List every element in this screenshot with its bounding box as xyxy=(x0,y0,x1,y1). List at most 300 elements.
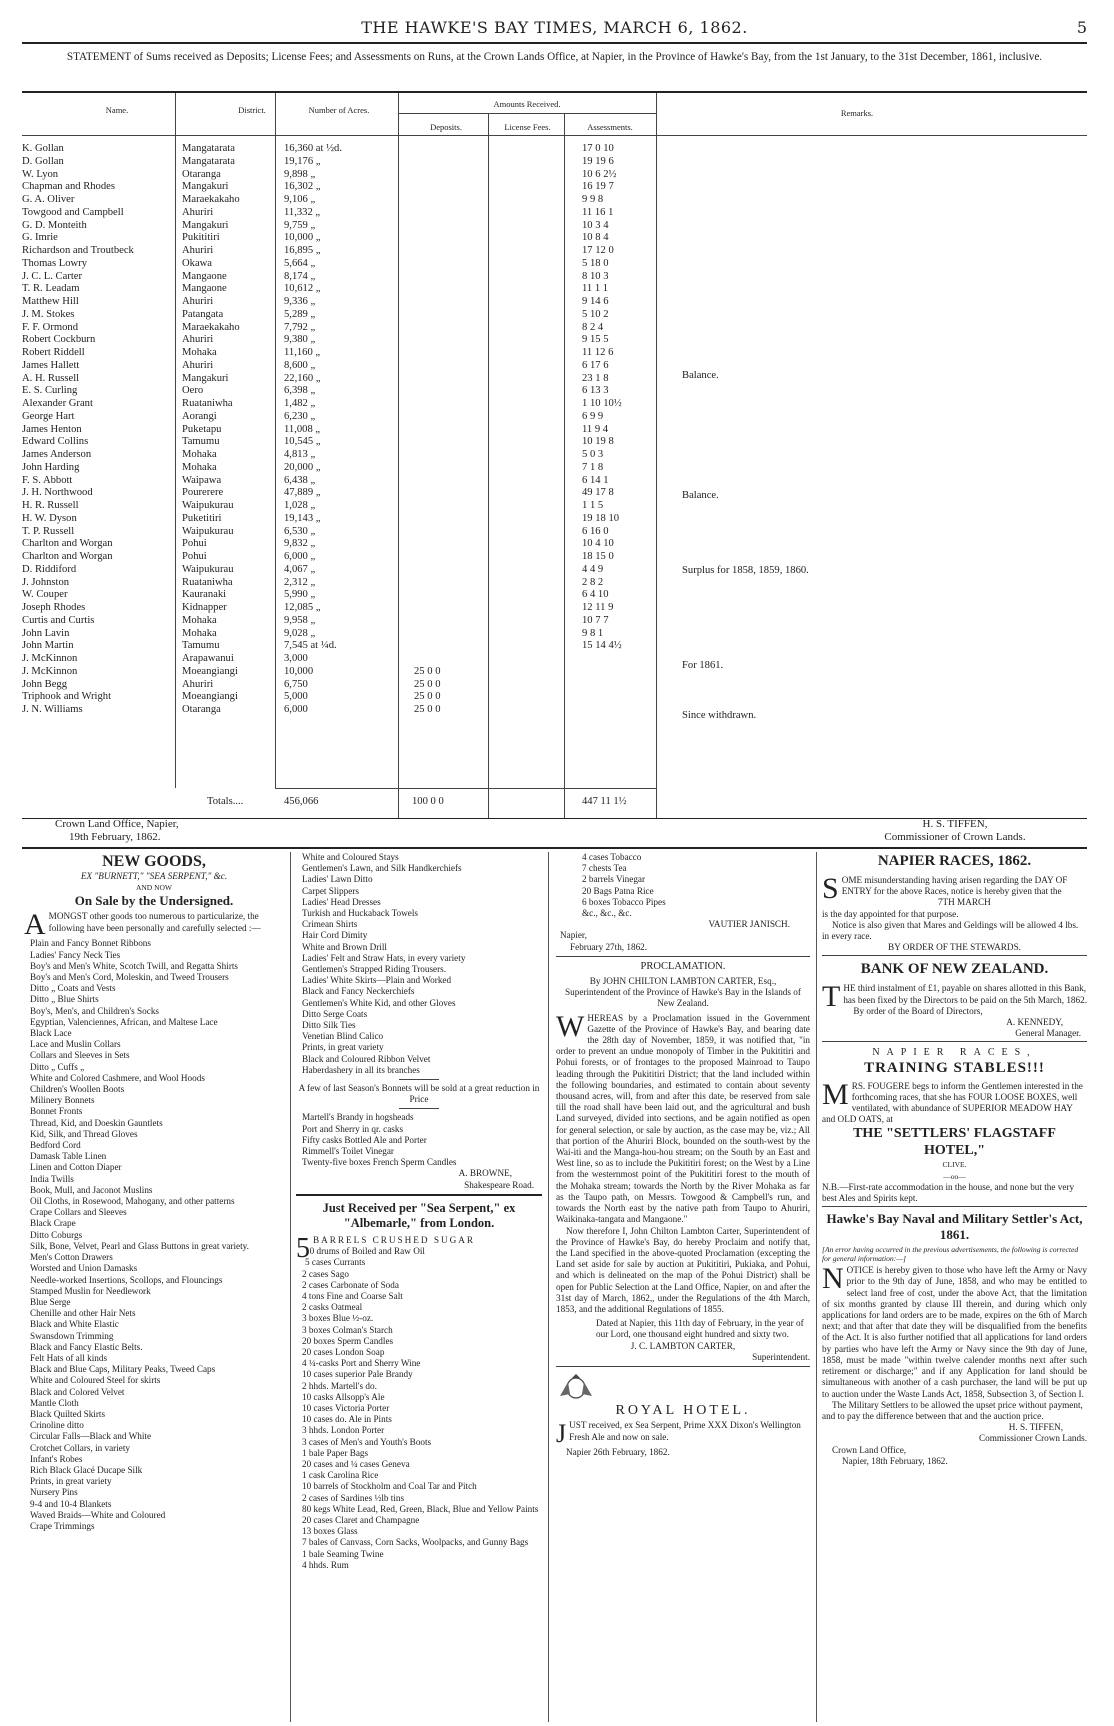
divider xyxy=(822,1206,1087,1209)
list-item: &c., &c., &c. xyxy=(582,908,632,919)
row-acres: 6,750 xyxy=(284,678,308,690)
row-district: Mohaka xyxy=(182,627,217,639)
totals-acres: 456,066 xyxy=(284,796,319,807)
divider-acres xyxy=(398,93,399,818)
list-item: 80 kegs White Lead, Red, Green, Black, Blue and Yellow Paints xyxy=(302,1503,539,1514)
list-item: White and Colored Cashmere, and Wool Hoods xyxy=(30,1072,205,1083)
list-item: Ladies' White Skirts—Plain and Worked xyxy=(302,975,452,986)
row-acres: 20,000 „ xyxy=(284,461,321,473)
row-acres: 6,000 „ xyxy=(284,551,316,562)
row-acres: 5,990 „ xyxy=(284,589,316,601)
list-item: 2 casks Oatmeal xyxy=(302,1302,363,1313)
row-name: D. Gollan xyxy=(22,155,64,167)
list-item: Boy's and Men's Cord, Moleskin, and Tweed Trousers xyxy=(30,972,229,983)
row-name: Triphook and Wright xyxy=(22,691,112,703)
list-item: Black and White Elastic xyxy=(30,1319,119,1330)
barrels-line: 5 BARRELS CRUSHED SUGAR xyxy=(296,1232,475,1264)
list-item: 20 cases and ¼ cases Geneva xyxy=(302,1458,410,1469)
list-item: 20 cases Claret and Champagne xyxy=(302,1514,420,1525)
row-name: John Martin xyxy=(22,640,74,652)
row-acres: 10,000 xyxy=(284,665,314,677)
row-district: Mangakuri xyxy=(182,372,229,384)
row-name: Charlton and Worgan xyxy=(22,538,113,550)
row-acres: 11,160 „ xyxy=(284,347,321,358)
races-text-3: Notice is also given that Mares and Geldings will be allowed 4 lbs. in every race. xyxy=(822,919,1079,942)
races-title: NAPIER RACES, 1862. xyxy=(877,853,1032,869)
list-item: Boy's, Men's, and Children's Socks xyxy=(30,1005,159,1016)
list-item: White and Coloured Steel for skirts xyxy=(30,1375,161,1386)
act-date: Napier, 18th February, 1862. xyxy=(842,1455,948,1466)
list-item: Ladies' Lawn Ditto xyxy=(302,874,373,885)
row-district: Puketapu xyxy=(182,423,222,435)
list-item: Black Quilted Skirts xyxy=(30,1408,106,1419)
statement-table xyxy=(22,91,1087,819)
list-item: 2 barrels Vinegar xyxy=(582,874,646,885)
row-district: Moeangiangi xyxy=(182,691,238,703)
list-item: India Twills xyxy=(30,1173,74,1184)
list-item: Ladies' Head Dresses xyxy=(302,896,381,907)
drop-cap: A xyxy=(24,908,46,942)
row-name: Edward Collins xyxy=(22,436,89,448)
row-assessment: 10 6 2½ xyxy=(582,168,617,180)
row-name: F. S. Abbott xyxy=(22,474,73,486)
list-item: Oil Cloths, in Rosewood, Mahogany, and other patterns xyxy=(30,1196,235,1207)
row-assessment: 2 8 2 xyxy=(582,576,604,588)
list-item: Black and Coloured Ribbon Velvet xyxy=(302,1053,431,1064)
row-acres: 6,530 „ xyxy=(284,525,316,537)
row-acres: 5,664 „ xyxy=(284,257,316,269)
row-assessment: 10 3 4 xyxy=(582,219,609,231)
col-head-deposits: Deposits. xyxy=(430,122,462,132)
totals-deposits: 100 0 0 xyxy=(412,796,444,807)
goods-list xyxy=(296,1246,542,1571)
row-name: E. S. Curling xyxy=(22,385,78,397)
row-acres: 4,813 „ xyxy=(284,449,316,460)
column-stays xyxy=(296,852,542,1722)
list-item: Rich Black Glacé Ducape Silk xyxy=(30,1464,143,1475)
row-assessment: 11 9 4 xyxy=(582,423,609,435)
list-item: Fifty casks Bottled Ale and Porter xyxy=(302,1134,427,1145)
row-district: Mohaka xyxy=(182,461,217,473)
row-name: Robert Riddell xyxy=(22,347,85,358)
row-name: H. W. Dyson xyxy=(22,512,77,524)
row-acres: 6,000 xyxy=(284,704,308,715)
divider xyxy=(556,1366,810,1367)
list-item: Nursery Pins xyxy=(30,1487,78,1498)
list-item: Martell's Brandy in hogsheads xyxy=(302,1112,414,1123)
training-text: MRS. FOUGERE begs to inform the Gentlemen interested in the forthcoming races, that she has FOUR LOOSE BOXES, well ventilated, with abundance of SUPERIOR MEADOW HAY and OLD OATS, at xyxy=(822,1077,1083,1125)
list-item: 1 bale Seaming Twine xyxy=(302,1548,384,1559)
bank-title: BANK OF NEW ZEALAND. xyxy=(860,961,1049,978)
list-item: Silk, Bone, Velvet, Pearl and Glass Buttons in great variety. xyxy=(30,1240,249,1251)
row-assessment: 11 12 6 xyxy=(582,347,614,358)
bank-sign: A. KENNEDY, xyxy=(1006,1017,1063,1028)
divider xyxy=(822,1041,1087,1044)
list-item: Boy's and Men's White, Scotch Twill, and Regatta Shirts xyxy=(30,960,239,971)
list-item: Prints, in great variety xyxy=(30,1476,112,1487)
col-head-acres: Number of Acres. xyxy=(308,105,370,115)
proclamation-dated: Dated at Napier, this 11th day of February, in the year of our Lord, one thousand eight hundred and sixty two. xyxy=(596,1318,804,1340)
row-assessment: 1 1 5 xyxy=(582,500,604,511)
goods-list xyxy=(24,938,284,1532)
row-assessment: 6 9 9 xyxy=(582,410,604,422)
bank-order: By order of the Board of Directors, xyxy=(853,1005,983,1016)
act-title: Hawke's Bay Naval and Military Settler's Act, 1861. xyxy=(826,1211,1083,1243)
list-item: Circular Falls—Black and White xyxy=(30,1431,152,1442)
row-assessment: 17 12 0 xyxy=(582,245,614,256)
ad-title: NEW GOODS, xyxy=(102,853,206,870)
row-acres: 16,302 „ xyxy=(284,181,321,193)
list-item: Egyptian, Valenciennes, African, and Maltese Lace xyxy=(30,1016,218,1027)
list-item: Blue Serge xyxy=(30,1296,71,1307)
row-acres: 9,106 „ xyxy=(284,194,316,205)
list-item: Twenty-five boxes French Sperm Candles xyxy=(302,1157,457,1168)
list-item: Damask Table Linen xyxy=(30,1151,107,1162)
list-item: 20 cases London Soap xyxy=(302,1346,385,1357)
col-head-amounts: Amounts Received. xyxy=(493,99,561,109)
row-district: Ahuriri xyxy=(182,296,214,307)
list-item: 4 ¼-casks Port and Sherry Wine xyxy=(302,1358,421,1369)
row-name: W. Lyon xyxy=(22,168,59,180)
divider xyxy=(399,1108,439,1109)
row-name: Towgood and Campbell xyxy=(22,206,124,218)
proclamation-title: PROCLAMATION. xyxy=(640,960,726,972)
list-item: 10 casks Allsopp's Ale xyxy=(302,1391,385,1402)
divider-name xyxy=(175,93,176,788)
row-name: J. McKinnon xyxy=(22,653,78,664)
row-acres: 10,612 „ xyxy=(284,283,321,295)
row-assessment: 9 9 8 xyxy=(582,194,604,205)
row-acres: 1,028 „ xyxy=(284,500,316,511)
row-name: John Begg xyxy=(22,678,68,690)
ad-and-now: AND NOW xyxy=(135,883,173,893)
totals-rule xyxy=(275,788,657,789)
row-name: Richardson and Troutbeck xyxy=(22,245,134,256)
training-title: TRAINING STABLES!!! xyxy=(864,1059,1045,1076)
list-item: Infant's Robes xyxy=(30,1453,83,1464)
row-assessment: 11 1 1 xyxy=(582,283,609,295)
ad-subtitle: EX "BURNETT," "SEA SERPENT," &c. xyxy=(80,871,228,881)
row-district: Ahuriri xyxy=(182,678,214,690)
list-item: Haberdashery in all its branches xyxy=(302,1064,420,1075)
drop-cap: M xyxy=(822,1077,849,1111)
nb-note: N.B.—First-rate accommodation in the house, and none but the very best Ales and Spirits kept. xyxy=(822,1181,1075,1204)
row-district: Pukititiri xyxy=(182,232,220,244)
row-acres: 11,008 „ xyxy=(284,423,321,435)
row-name: G. A. Oliver xyxy=(22,194,75,205)
column-rule xyxy=(816,852,817,1722)
row-district: Maraekakaho xyxy=(182,321,240,333)
hotel-text: JUST received, ex Sea Serpent, Prime XXX Dixon's Wellington Fresh Ale and now on sale. xyxy=(556,1419,801,1449)
act-note: [An error having occurred in the previous advertisements, the following is corrected for general information:—] xyxy=(822,1245,1079,1264)
napier-races-heading: NAPIER RACES, xyxy=(872,1047,1037,1059)
row-assessment: 19 19 6 xyxy=(582,155,614,167)
row-district: Ruataniwha xyxy=(182,398,233,409)
row-acres: 7,792 „ xyxy=(284,321,316,333)
row-district: Moeangiangi xyxy=(182,665,238,677)
row-assessment: 5 0 3 xyxy=(582,449,604,460)
row-assessment: 9 14 6 xyxy=(582,296,609,307)
row-district: Okawa xyxy=(182,257,213,269)
page-number: 5 xyxy=(1076,18,1087,37)
list-item: Chenille and other Hair Nets xyxy=(30,1308,136,1319)
list-item: Ditto „ Blue Shirts xyxy=(30,994,99,1005)
totals-label: Totals.... xyxy=(207,796,244,807)
row-assessment: 18 15 0 xyxy=(582,551,614,562)
divider xyxy=(556,956,810,957)
list-item: White and Coloured Stays xyxy=(302,852,399,862)
row-acres: 10,000 „ xyxy=(284,232,321,244)
act-text: NOTICE is hereby given to those who have left the Army or Navy prior to the 9th day of June, 1858, and who may be entitled to select land free of cost, under the above Act, that the limitation of six months granted by clause III therein, and during which only applications for land orders are to be made, expires on the 6th of March next; and that after that date they will be disqualified from the benefits of the Act. It is also further notified that all applications for land orders by parties who have left the Army or Navy since the 9th day of June, 1858, must be made "within twelve calender months next after such retirement or discharge;" and if any Application for land should be simultaneous with another of a cash purchaser, the land will be put up to auction under the Waste Lands Act, 1858, Subsection 3, of Section I. xyxy=(822,1262,1087,1399)
row-assessment: 10 19 8 xyxy=(582,436,614,448)
divider xyxy=(399,1079,439,1080)
row-district: Mangakuri xyxy=(182,181,229,193)
row-assessment: 1 10 10½ xyxy=(582,398,622,409)
list-item: Gentlemen's Strapped Riding Trousers. xyxy=(302,964,447,975)
list-item: Collars and Sleeves in Sets xyxy=(30,1050,130,1061)
row-deposit: 25 0 0 xyxy=(414,665,441,677)
row-name: J. C. L. Carter xyxy=(22,270,83,282)
row-acres: 3,000 xyxy=(284,653,308,664)
row-name: J. M. Stokes xyxy=(22,308,75,320)
row-name: Alexander Grant xyxy=(22,398,93,409)
list-item: Ditto Coburgs xyxy=(30,1229,83,1240)
column-rule xyxy=(290,852,291,1722)
row-district: Waipukurau xyxy=(182,500,234,511)
list-item: 10 drums of Boiled and Raw Oil xyxy=(305,1246,425,1257)
row-acres: 9,958 „ xyxy=(284,614,316,626)
list-item: Venetian Blind Calico xyxy=(302,1031,384,1042)
list-item: Bonnet Fronts xyxy=(30,1106,83,1117)
row-deposit: 25 0 0 xyxy=(414,691,441,703)
drop-cap: W xyxy=(556,1009,585,1043)
column-new-goods xyxy=(24,852,284,1722)
act-sign-title: Commissioner Crown Lands. xyxy=(979,1433,1087,1444)
list-item: 6 boxes Tobacco Pipes xyxy=(582,896,666,907)
divider-license xyxy=(564,113,565,818)
row-district: Maraekakaho xyxy=(182,194,240,205)
list-item: 4 tons Fine and Coarse Salt xyxy=(302,1290,403,1301)
list-item: Turkish and Huckaback Towels xyxy=(302,908,418,919)
list-item: Crape Collars and Sleeves xyxy=(30,1207,127,1218)
drop-cap: 5 xyxy=(296,1232,310,1264)
list-item: Mantle Cloth xyxy=(30,1397,79,1408)
ad-sale-heading: On Sale by the Undersigned. xyxy=(74,893,234,909)
spirits-list xyxy=(296,1112,542,1168)
row-assessment: 10 4 10 xyxy=(582,538,614,550)
received-heading: Just Received per "Sea Serpent," ex "Albemarle," from London. xyxy=(322,1200,516,1230)
column-proclamation xyxy=(556,852,810,1722)
divider-oo: —oo— xyxy=(943,1171,966,1181)
row-assessment: 7 1 8 xyxy=(582,461,604,473)
row-acres: 10,545 „ xyxy=(284,436,321,448)
list-item: Men's Cotton Drawers xyxy=(30,1252,113,1263)
list-item: Worsted and Union Damasks xyxy=(30,1263,138,1274)
proclamation-text: WHEREAS by a Proclamation issued in the Government Gazette of the Province of Hawke's Bay, and bearing date the 28th day of November, 1859, it was notified that, "in order to prevent an undue monopoly of Timber in the Pukititiri and Pohui forests, or of frontages to the proposed Mainroad to Taupo leading through the Pukititiri District; that the land included within the following boundaries, and estimated to contain about seventy thousand acres, will, from and after this date, be reserved from sale till the road shall have been laid out, and the agricultural and bush Land surveyed, divided into sections, and be again notified as open for general selection, or sale by auction, as the case may be, viz.; All that portion of the Ahuriri Block, bounded on the south-west by the Wai-iti and the Manga-hou-hou stream; on the South by an East and West line, so as to include the Pukititiri forest; on the West by a Line from the westernmost point of the Pukititiri forest to the mouth of the Mohaka stream; towards the North by the River Mohaka as far as the Taupo path, on Messrs. Towgood & Campbell's run, and towards the North east by the native path from Taupo to Ahuriri, Waikinaka-tangata and Mangaone." xyxy=(556,1009,810,1225)
list-item: White and Brown Drill xyxy=(302,941,387,952)
row-acres: 9,832 „ xyxy=(284,538,316,550)
row-assessment: 10 7 7 xyxy=(582,614,609,626)
row-name: J. McKinnon xyxy=(22,665,78,677)
row-district: Mohaka xyxy=(182,347,217,358)
row-district: Mangatarata xyxy=(182,143,235,154)
list-item: Carpet Slippers xyxy=(302,885,359,896)
list-item: 7 chests Tea xyxy=(582,863,627,874)
row-district: Waipawa xyxy=(182,474,222,486)
list-item: 3 hhds. London Porter xyxy=(302,1425,385,1436)
divider xyxy=(822,955,1087,958)
row-assessment: 6 13 3 xyxy=(582,385,609,397)
row-acres: 5,000 xyxy=(284,691,308,703)
list-item: 20 boxes Sperm Candles xyxy=(302,1335,394,1346)
row-name: John Harding xyxy=(22,461,80,473)
amounts-rule xyxy=(398,113,656,114)
row-district: Arapawanui xyxy=(182,653,234,664)
header-rule xyxy=(22,135,1087,136)
row-acres: 9,336 „ xyxy=(284,296,316,307)
row-name: J. H. Northwood xyxy=(22,487,93,499)
list-item: Book, Mull, and Jaconot Muslins xyxy=(30,1184,153,1195)
row-district: Oero xyxy=(182,385,204,397)
row-acres: 16,360 at ½d. xyxy=(284,143,342,154)
list-item: Stamped Muslin for Needlework xyxy=(30,1285,151,1296)
list-item: 4 hhds. Rum xyxy=(302,1559,349,1570)
row-acres: 16,895 „ xyxy=(284,245,321,256)
row-name: James Anderson xyxy=(22,449,92,460)
act-place: Crown Land Office, xyxy=(832,1444,907,1455)
row-district: Tamumu xyxy=(182,436,220,448)
list-item: Port and Sherry in qr. casks xyxy=(302,1123,404,1134)
races-text: SOME misunderstanding having arisen regarding the DAY OF ENTRY for the above Races, notice is hereby given that the xyxy=(822,872,1068,905)
bonnets-note: A few of last Season's Bonnets will be sold at a great reduction in Price xyxy=(298,1083,540,1105)
row-assessment: 6 17 6 xyxy=(582,359,609,371)
row-district: Patangata xyxy=(182,308,224,320)
list-item: Waved Braids—White and Coloured xyxy=(30,1509,166,1520)
list-item: Children's Woollen Boots xyxy=(30,1084,125,1095)
list-item: Ladies' Fancy Neck Ties xyxy=(30,949,121,960)
row-acres: 6,438 „ xyxy=(284,474,316,486)
row-district: Pohui xyxy=(182,551,207,562)
row-district: Mohaka xyxy=(182,449,217,460)
races-text-2: is the day appointed for that purpose. xyxy=(822,908,959,919)
list-item: 10 cases Victoria Porter xyxy=(302,1402,390,1413)
row-acres: 9,380 „ xyxy=(284,334,316,346)
list-item: 1 bale Paper Bags xyxy=(302,1447,369,1458)
list-item: Thread, Kid, and Doeskin Gauntlets xyxy=(30,1117,163,1128)
row-name: George Hart xyxy=(22,410,75,422)
row-district: Waipukurau xyxy=(182,525,234,537)
row-district: Ruataniwha xyxy=(182,576,233,588)
divider-deposits xyxy=(488,113,489,818)
row-assessment: 4 4 9 xyxy=(582,563,604,575)
remark: Balance. xyxy=(682,370,719,381)
row-district: Ahuriri xyxy=(182,245,214,256)
list-item: Milinery Bonnets xyxy=(30,1095,95,1106)
row-acres: 4,067 „ xyxy=(284,563,316,575)
signoff-date: 19th February, 1862. xyxy=(69,831,161,843)
proclamation-text-2: Now therefore I, John Chilton Lambton Carter, Superintendent of the Province of Hawke's Bay, do hereby Proclaim and notify that, the Land specified in the above-quoted Proclamation (excepting the Land set aside for sale by auction at Pukititiri, Pukiaka, and Pohui, and which is delineated on the map of the Pohui District) shall be open for Public Selection at the Land Office, Napier, on and after the 31st day of March, 1862,, under the Regulations of the 4th March, 1853, and the additional Regulations of 1855. xyxy=(556,1225,810,1314)
row-assessment: 6 16 0 xyxy=(582,525,609,537)
list-item: Crotchet Collars, in variety xyxy=(30,1442,131,1453)
row-deposit: 25 0 0 xyxy=(414,704,441,715)
row-name: D. Riddiford xyxy=(22,563,77,575)
row-district: Ahuriri xyxy=(182,334,214,346)
races-order: BY ORDER OF THE STEWARDS. xyxy=(888,942,1021,953)
row-name: James Hallett xyxy=(22,359,80,371)
row-acres: 11,332 „ xyxy=(284,206,321,218)
masthead-title: THE HAWKE'S BAY TIMES, MARCH 6, 1862. xyxy=(361,18,748,37)
row-district: Mohaka xyxy=(182,614,217,626)
races-day: 7TH MARCH xyxy=(937,897,991,908)
ad-sign: VAUTIER JANISCH. xyxy=(708,919,790,930)
row-assessment: 8 10 3 xyxy=(582,270,609,282)
signoff-title: Commissioner of Crown Lands. xyxy=(884,831,1026,843)
list-item: Rimmell's Toilet Vinegar xyxy=(302,1146,394,1157)
row-district: Aorangi xyxy=(182,410,217,422)
row-assessment: 17 0 10 xyxy=(582,143,614,154)
act-sign: H. S. TIFFEN, xyxy=(1008,1422,1063,1433)
proclamation-by: By JOHN CHILTON LAMBTON CARTER, Esq., Superintendent of the Province of Hawke's Bay in the Islands of New Zealand. xyxy=(565,976,801,1009)
row-assessment: 23 1 8 xyxy=(582,372,609,384)
row-assessment: 15 14 4½ xyxy=(582,640,622,652)
bank-sign-title: General Manager. xyxy=(1015,1028,1081,1039)
royal-crest-icon xyxy=(556,1374,596,1400)
col-head-license: License Fees. xyxy=(504,122,551,132)
row-name: T. P. Russell xyxy=(22,525,75,537)
remark: For 1861. xyxy=(682,660,724,671)
list-item: Gentlemen's Lawn, and Silk Handkerchiefs xyxy=(302,863,462,874)
column-notices xyxy=(822,852,1087,1722)
list-item: Ditto „ Cuffs „ xyxy=(30,1061,85,1072)
row-district: Ahuriri xyxy=(182,359,214,371)
divider xyxy=(296,1194,542,1198)
bank-text: THE third instalment of £1, payable on shares allotted in this Bank, has been fixed by the Directors to be paid on the 5th March, 1862. xyxy=(822,980,1087,1014)
list-item: Lace and Muslin Collars xyxy=(30,1039,121,1050)
row-acres: 6,398 „ xyxy=(284,385,316,397)
goods-list xyxy=(556,852,810,919)
remark: Balance. xyxy=(682,490,719,501)
col-head-remarks: Remarks. xyxy=(840,108,874,118)
row-acres: 1,482 „ xyxy=(284,398,316,409)
ad-place: Napier, xyxy=(560,930,587,941)
list-item: Kid, Silk, and Thread Gloves xyxy=(30,1128,138,1139)
row-acres: 19,143 „ xyxy=(284,512,321,524)
settlers-hotel: THE "SETTLERS' FLAGSTAFF HOTEL," xyxy=(853,1126,1056,1159)
list-item: Felt Hats of all kinds xyxy=(30,1352,108,1363)
list-item: Bedford Cord xyxy=(30,1140,81,1151)
statement-heading: STATEMENT of Sums received as Deposits; License Fees; and Assessments on Runs, at the Crown Lands Office, at Napier, in the Province of Hawke's Bay, from the 1st January, to the 31st December, 1861, inclusive. xyxy=(66,51,1043,63)
clive: CLIVE. xyxy=(942,1160,967,1170)
row-assessment: 8 2 4 xyxy=(582,321,604,333)
row-district: Pohui xyxy=(182,538,207,550)
row-district: Kidnapper xyxy=(182,602,227,613)
signoff-right xyxy=(860,818,1050,844)
list-item: Crinoline ditto xyxy=(30,1420,84,1431)
row-district: Pourerere xyxy=(182,487,224,499)
hotel-title: ROYAL HOTEL. xyxy=(615,1403,751,1419)
section-rule xyxy=(22,847,1087,849)
list-item: 2 cases Carbonate of Soda xyxy=(302,1279,399,1290)
list-item: Black and Blue Caps, Military Peaks, Tweed Caps xyxy=(30,1364,216,1375)
row-name: F. F. Ormond xyxy=(22,321,78,333)
list-item: Linen and Cotton Diaper xyxy=(30,1162,122,1173)
column-rule xyxy=(548,852,549,1722)
row-assessment: 10 8 4 xyxy=(582,232,609,244)
totals-assessments: 447 11 1½ xyxy=(582,796,627,807)
list-item: 3 boxes Colman's Starch xyxy=(302,1324,393,1335)
row-assessment: 12 11 9 xyxy=(582,602,614,613)
list-item: 7 bales of Canvass, Corn Sacks, Woolpacks, and Gunny Bags xyxy=(302,1537,529,1548)
